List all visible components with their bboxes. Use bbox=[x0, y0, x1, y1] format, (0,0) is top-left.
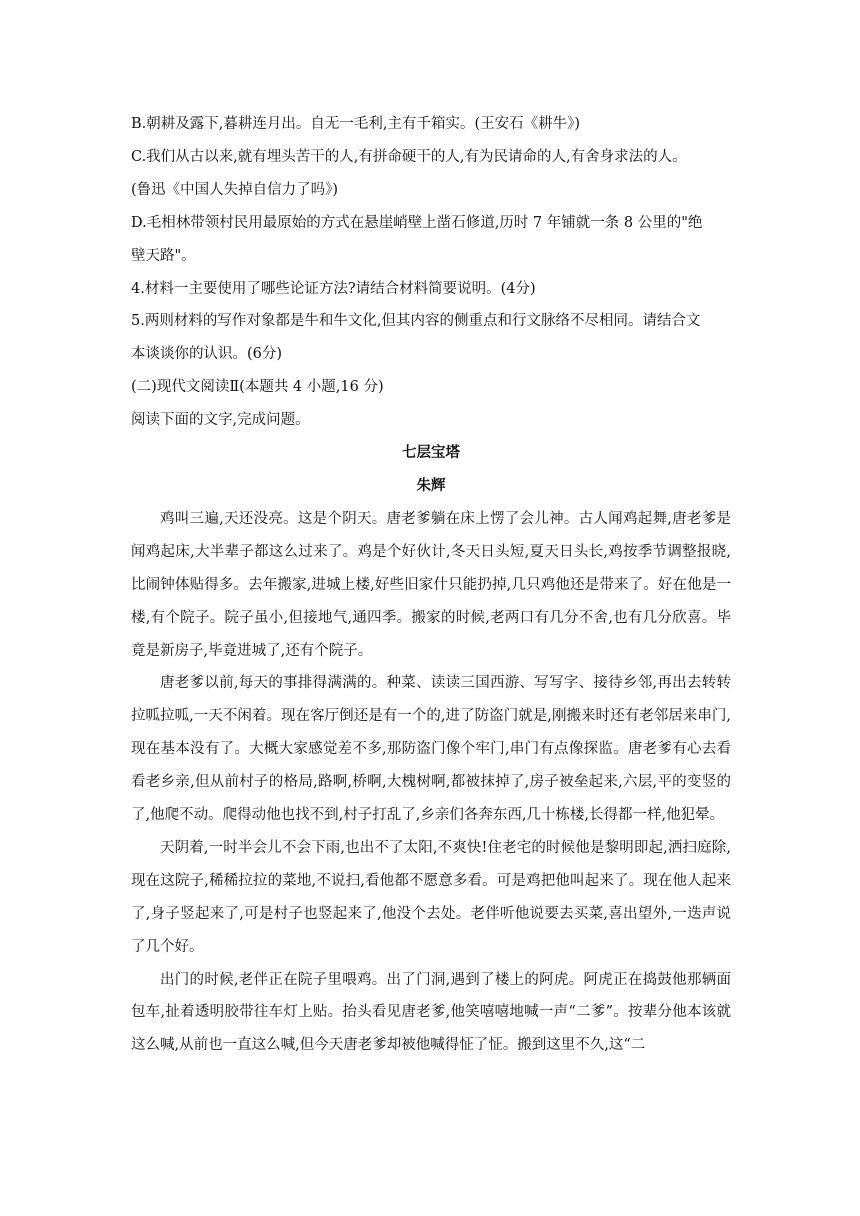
article-paragraph: 鸡叫三遍,天还没亮。这是个阴天。唐老爹躺在床上愣了会儿神。古人闻鸡起舞,唐老爹是闻鸡起床,大半辈子都这么过来了。鸡是个好伙计,冬天日头短,夏天日头长,鸡按季节调整报晓,比闹钟体贴得多。去年搬家,进城上楼,好些旧家什只能扔掉,几只鸡他还是带来了。好在他是一楼,有个院子。院子虽小,但接地气,通四季。搬家的时候,老两口有几分不舍,也有几分欣喜。毕竟是新房子,毕竟进城了,还有个院子。 bbox=[131, 510, 731, 659]
article-paragraph: 出门的时候,老伴正在院子里喂鸡。出了门洞,遇到了楼上的阿虎。阿虎正在捣鼓他那辆面包车,扯着透明胶带往车灯上贴。抬头看见唐老爹,他笑嘻嘻地喊一声“二爹”。按辈分他本该就这么喊,从前也一直这么喊,但今天唐老爹却被他喊得怔了怔。搬到这里不久,这“二 bbox=[131, 971, 731, 1054]
article-title: 七层宝塔 bbox=[402, 444, 460, 462]
article-author: 朱辉 bbox=[416, 476, 446, 494]
document-body bbox=[131, 108, 731, 1062]
question-option-c-line-2: (鲁迅《中国人失掉自信力了吗》) bbox=[131, 181, 339, 198]
question-option-d-line-1: D.毛相林带领村民用最原始的方式在悬崖峭壁上凿石修道,历时 7 年铺就一条 8 公里的"绝 bbox=[131, 214, 703, 231]
question-option-d-line-2: 壁天路"。 bbox=[131, 247, 196, 264]
question-5-line-2: 本谈谈你的认识。(6分) bbox=[131, 346, 283, 363]
article-paragraph: 唐老爹以前,每天的事排得满满的。种菜、读读三国西游、写写字、接待乡邻,再出去转转拉呱拉呱,一天不闲着。现在客厅倒还是有一个的,进了防盗门就是,刚搬来时还有老邻居来串门,现在基本没有了。大概大家感觉差不多,那防盗门像个牢门,串门有点像探监。唐老爹有心去看看老乡亲,但从前村子的格局,路啊,桥啊,大槐树啊,都被抹掉了,房子被垒起来,六层,平的变竖的了,他爬不动。爬得动他也找不到,村子打乱了,乡亲们各奔东西,几十栋楼,长得都一样,他犯晕。 bbox=[131, 675, 731, 824]
question-4: 4.材料一主要使用了哪些论证方法?请结合材料简要说明。(4分) bbox=[131, 280, 536, 297]
question-option-c-line-1: C.我们从古以来,就有埋头苦干的人,有拼命硬干的人,有为民请命的人,有舍身求法的人。 bbox=[131, 148, 687, 165]
article-paragraph: 天阴着,一时半会儿不会下雨,也出不了太阳,不爽快!住老宅的时候他是黎明即起,洒扫庭除,现在这院子,稀稀拉拉的菜地,不说扫,看他都不愿意多看。可是鸡把他叫起来了。现在他人起来了,身子竖起来了,可是村子也竖起来了,他没个去处。老伴听他说要去买菜,喜出望外,一迭声说了几个好。 bbox=[131, 839, 731, 955]
section-instruction: 阅读下面的文字,完成问题。 bbox=[131, 412, 310, 429]
section-heading: (二)现代文阅读Ⅱ(本题共 4 小题,16 分) bbox=[131, 379, 384, 396]
question-5-line-1: 5.两则材料的写作对象都是牛和牛文化,但其内容的侧重点和行文脉络不尽相同。请结合文 bbox=[131, 313, 701, 330]
question-option-b: B.朝耕及露下,暮耕连月出。自无一毛利,主有千箱实。(王安石《耕牛》) bbox=[131, 116, 581, 132]
